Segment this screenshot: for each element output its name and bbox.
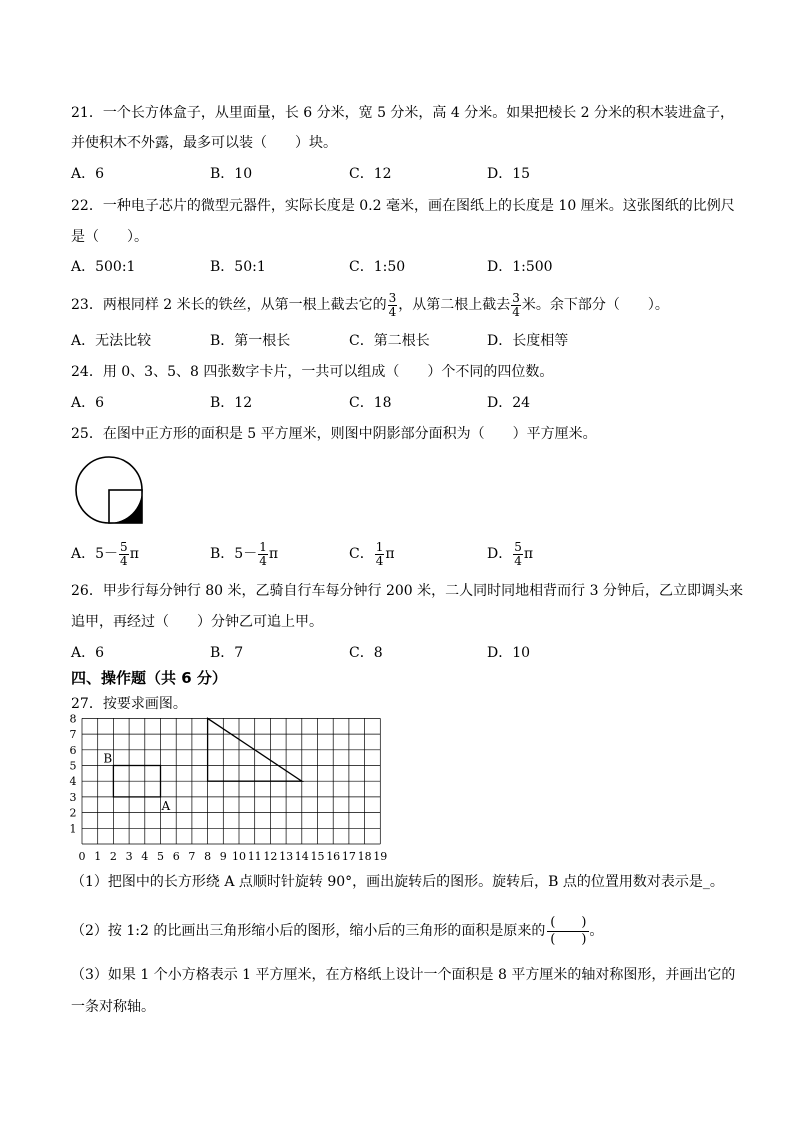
- section-4-title: 四、操作题（共 6 分）: [71, 669, 227, 687]
- q21-option-d: D．15: [487, 166, 531, 182]
- q25-option-a-den: 4: [120, 553, 128, 568]
- x-tick-label: 3: [125, 850, 133, 863]
- q25-option-b-label: B．: [210, 546, 235, 562]
- q25-option-d-pi: π: [523, 546, 534, 562]
- x-tick-label: 10: [232, 850, 246, 863]
- q27-sub3-line1: （3）如果 1 个小方格表示 1 平方厘米，在方格纸上设计一个面积是 8 平方厘米的轴对称图形，并画出它的: [71, 967, 736, 983]
- q23-frac1-den: 4: [388, 304, 397, 319]
- x-tick-label: 15: [310, 850, 325, 863]
- q25-option-d-num: 5: [514, 539, 522, 554]
- q22-option-d: D．1:500: [487, 259, 553, 275]
- q24-option-c: C．18: [349, 395, 392, 411]
- q22-line1: 22．一种电子芯片的微型元器件，实际长度是 0.2 毫米，画在图纸上的长度是 10 厘米。这张图纸的比例尺: [71, 198, 735, 214]
- x-tick-label: 2: [109, 850, 117, 863]
- x-tick-label: 16: [326, 850, 341, 863]
- q23-text-3: 米。余下部分（ ）。: [521, 297, 669, 313]
- q23-option-d: D．长度相等: [487, 333, 569, 349]
- x-tick-label: 9: [219, 850, 227, 863]
- x-tick-label: 14: [294, 850, 309, 863]
- q25-option-a-pi: π: [129, 546, 139, 562]
- q25-option-b-den: 4: [259, 553, 267, 568]
- q26-line2: 追甲，再经过（ ）分钟乙可追上甲。: [71, 614, 323, 630]
- point-a-label: A: [161, 798, 171, 813]
- q23-frac2-den: 4: [512, 304, 520, 319]
- q24-option-a: A．6: [71, 395, 105, 411]
- q24-option-d: D．24: [487, 395, 531, 411]
- x-tick-label: 0: [78, 850, 86, 863]
- point-b-label: B: [103, 751, 113, 766]
- x-tick-label: 12: [263, 850, 278, 863]
- q25-option-a-num: 5: [120, 539, 128, 554]
- q24-line1: 24．用 0、3、5、8 四张数字卡片，一共可以组成（ ）个不同的四位数。: [71, 364, 554, 380]
- q25-option-b: [210, 540, 278, 568]
- y-tick-label: 4: [69, 775, 77, 789]
- q22-option-a: A．500:1: [71, 259, 136, 275]
- q25-option-c-label: C．: [349, 546, 374, 562]
- q25-option-b-pre: 5－: [234, 546, 258, 562]
- q21-option-b: B．10: [210, 166, 253, 182]
- q25-option-c-pi: π: [385, 546, 395, 562]
- y-tick-label: 7: [69, 728, 77, 742]
- q26-option-c: C．8: [349, 645, 383, 661]
- q27-answer-denominator: ( ): [550, 931, 587, 947]
- q25-option-c: [349, 540, 395, 568]
- circle-square-figure: [73, 456, 149, 526]
- q26-line1: 26．甲步行每分钟行 80 米，乙骑自行车每分钟行 200 米，二人同时同地相背而行 3 分钟后，乙立即调头来: [71, 583, 743, 599]
- y-tick-label: 3: [69, 790, 77, 804]
- q27-sub3-line2: 一条对称轴。: [71, 999, 155, 1015]
- q25-option-b-num: 1: [259, 539, 267, 554]
- coordinate-grid: [68, 712, 388, 868]
- q23-option-a: A．无法比较: [71, 333, 152, 349]
- q23-fraction-2: [511, 292, 521, 319]
- q25-option-d-label: D．: [487, 546, 513, 562]
- q26-option-a: A．6: [71, 645, 105, 661]
- q27-sub2-end: 。: [589, 923, 604, 939]
- q23-frac2-num: 3: [512, 290, 520, 305]
- q22-option-b: B．50:1: [210, 259, 266, 275]
- x-tick-label: 19: [373, 850, 388, 863]
- q21-line1: 21．一个长方体盒子，从里面量，长 6 分米，宽 5 分米，高 4 分米。如果把棱长 2 分米的积木装进盒子，: [71, 105, 735, 121]
- q27-sub2-row: [71, 914, 603, 948]
- q25-option-c-fraction: [375, 541, 385, 568]
- q25-line1: 25．在图中正方形的面积是 5 平方厘米，则图中阴影部分面积为（ ）平方厘米。: [71, 426, 597, 442]
- x-tick-label: 7: [188, 850, 196, 863]
- x-tick-label: 13: [279, 850, 294, 863]
- q26-option-b: B．7: [210, 645, 244, 661]
- q25-option-c-den: 4: [375, 553, 384, 568]
- x-tick-label: 4: [141, 850, 149, 863]
- q23-frac1-num: 3: [388, 290, 397, 305]
- q26-option-d: D．10: [487, 645, 531, 661]
- q25-option-a: [71, 540, 139, 568]
- q27-title: 27．按要求画图。: [71, 696, 187, 712]
- q27-answer-numerator: ( ): [547, 915, 589, 932]
- q25-option-d: [487, 540, 533, 568]
- q23-text-1: 23．两根同样 2 米长的铁丝，从第一根上截去它的: [71, 297, 387, 313]
- y-tick-label: 2: [69, 806, 77, 820]
- q25-option-d-fraction: [513, 541, 523, 568]
- x-tick-label: 5: [157, 850, 164, 863]
- q25-option-d-den: 4: [514, 553, 522, 568]
- x-tick-label: 18: [357, 850, 372, 863]
- q23-fraction-1: [388, 292, 398, 319]
- q23-text-2: ，从第二根上截去: [398, 297, 511, 313]
- q25-option-a-pre: 5－: [95, 546, 119, 562]
- x-tick-label: 11: [247, 850, 262, 863]
- q27-sub1: （1）把图中的长方形绕 A 点顺时针旋转 90°，画出旋转后的图形。旋转后，B 点的位置用数对表示是_。: [71, 874, 724, 890]
- q25-option-a-label: A．: [71, 546, 96, 562]
- x-tick-label: 8: [204, 850, 212, 863]
- q24-option-b: B．12: [210, 395, 253, 411]
- q23-question: [71, 290, 669, 320]
- q25-option-b-fraction: [258, 541, 268, 568]
- q21-option-a: A．6: [71, 166, 105, 182]
- q22-line2: 是（ ）。: [71, 229, 148, 245]
- y-tick-label: 8: [69, 712, 77, 726]
- y-tick-label: 5: [69, 759, 77, 773]
- x-tick-label: 6: [172, 850, 180, 863]
- x-tick-label: 17: [341, 850, 356, 863]
- q25-option-b-pi: π: [268, 546, 279, 562]
- q21-line2: 并使积木不外露，最多可以装（ ）块。: [71, 135, 337, 151]
- q21-option-c: C．12: [349, 166, 392, 182]
- q23-option-b: B．第一根长: [210, 333, 291, 349]
- x-tick-label: 1: [94, 850, 102, 863]
- q27-sub2: （2）按 1:2 的比画出三角形缩小后的图形，缩小后的三角形的面积是原来的: [71, 923, 546, 939]
- q27-answer-fraction: [547, 915, 589, 948]
- q25-option-c-num: 1: [375, 539, 384, 554]
- q23-option-c: C．第二根长: [349, 333, 430, 349]
- q22-option-c: C．1:50: [349, 259, 406, 275]
- y-tick-label: 6: [69, 743, 77, 757]
- y-tick-label: 1: [69, 822, 77, 836]
- q25-option-a-fraction: [119, 541, 129, 568]
